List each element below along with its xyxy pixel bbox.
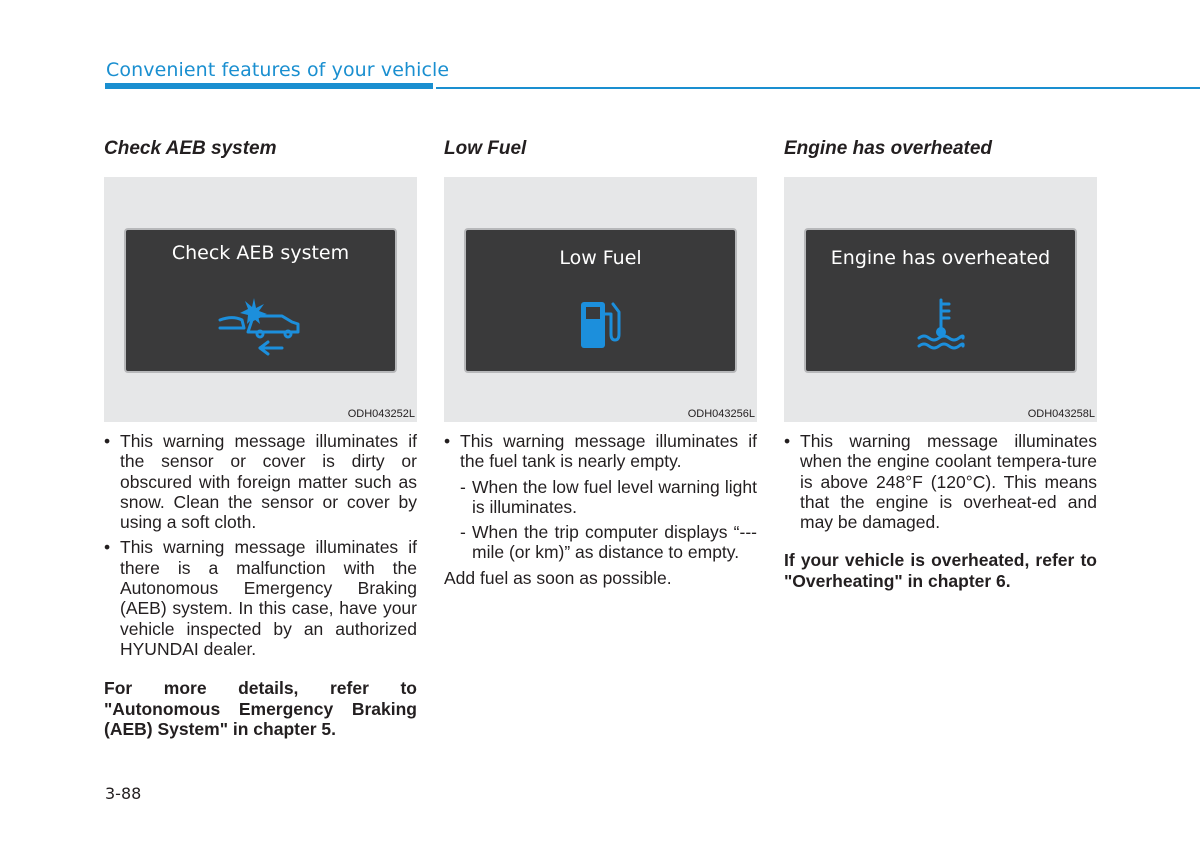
- figure-code: ODH043256L: [687, 408, 755, 420]
- reference-note: For more details, refer to "Autonomous Emergency Braking (AEB) System" in chapter 5.: [104, 678, 417, 739]
- page-number: 3-88: [105, 784, 142, 803]
- section-engine-overheated: [784, 138, 1097, 591]
- bullet-item: • This warning message illuminates when the engine coolant tempera-ture is above 248°F (120°C). This means that the engine is overheat-ed and may be damaged.: [784, 431, 1097, 532]
- cluster-display: [124, 228, 397, 373]
- section-body: [444, 431, 757, 588]
- cluster-figure: [784, 177, 1097, 422]
- header-rule-thin: [436, 87, 1200, 89]
- section-body: [104, 431, 417, 739]
- cluster-display: [464, 228, 737, 373]
- section-title: Low Fuel: [444, 138, 527, 159]
- sub-item-text: When the trip computer displays “--- mile (or km)” as distance to empty.: [472, 522, 757, 563]
- figure-code: ODH043258L: [1027, 408, 1095, 420]
- section-title: Check AEB system: [104, 138, 277, 159]
- bullet-item: • This warning message illuminates if the fuel tank is nearly empty.: [444, 431, 757, 472]
- sub-item: - When the trip computer displays “--- mile (or km)” as distance to empty.: [460, 522, 757, 563]
- sub-item-text: When the low fuel level warning light is illuminates.: [472, 476, 757, 517]
- coolant-temperature-icon: [916, 298, 966, 352]
- section-body: [784, 431, 1097, 591]
- bullet-item: • This warning message illuminates if the sensor or cover is dirty or obscured with foreign matter such as snow. Clean the sensor or cover by using a soft cloth.: [104, 431, 417, 532]
- bullet-item: • This warning message illuminates if there is a malfunction with the Autonomous Emergency Braking (AEB) system. In this case, have your vehicle inspected by an authorized HYUNDAI dealer.: [104, 537, 417, 659]
- display-message: Low Fuel: [559, 247, 642, 269]
- section-title: Engine has overheated: [784, 138, 993, 159]
- figure-code: ODH043252L: [347, 408, 415, 420]
- cluster-figure: [104, 177, 417, 422]
- cluster-display: [804, 228, 1077, 373]
- instruction-text: Add fuel as soon as possible.: [444, 567, 672, 588]
- fuel-pump-icon: [579, 300, 623, 352]
- section-low-fuel: [444, 138, 757, 588]
- header-rule-thick: [105, 83, 433, 89]
- sub-item: - When the low fuel level warning light is illuminates.: [460, 476, 757, 517]
- cluster-figure: [444, 177, 757, 422]
- reference-note: If your vehicle is overheated, refer to "Overheating" in chapter 6.: [784, 550, 1097, 591]
- section-header-title: Convenient features of your vehicle: [106, 59, 450, 81]
- section-check-aeb: [104, 138, 417, 739]
- display-message: Check AEB system: [171, 242, 350, 264]
- display-message: Engine has overheated: [830, 247, 1051, 269]
- forward-collision-warning-icon: [218, 296, 304, 358]
